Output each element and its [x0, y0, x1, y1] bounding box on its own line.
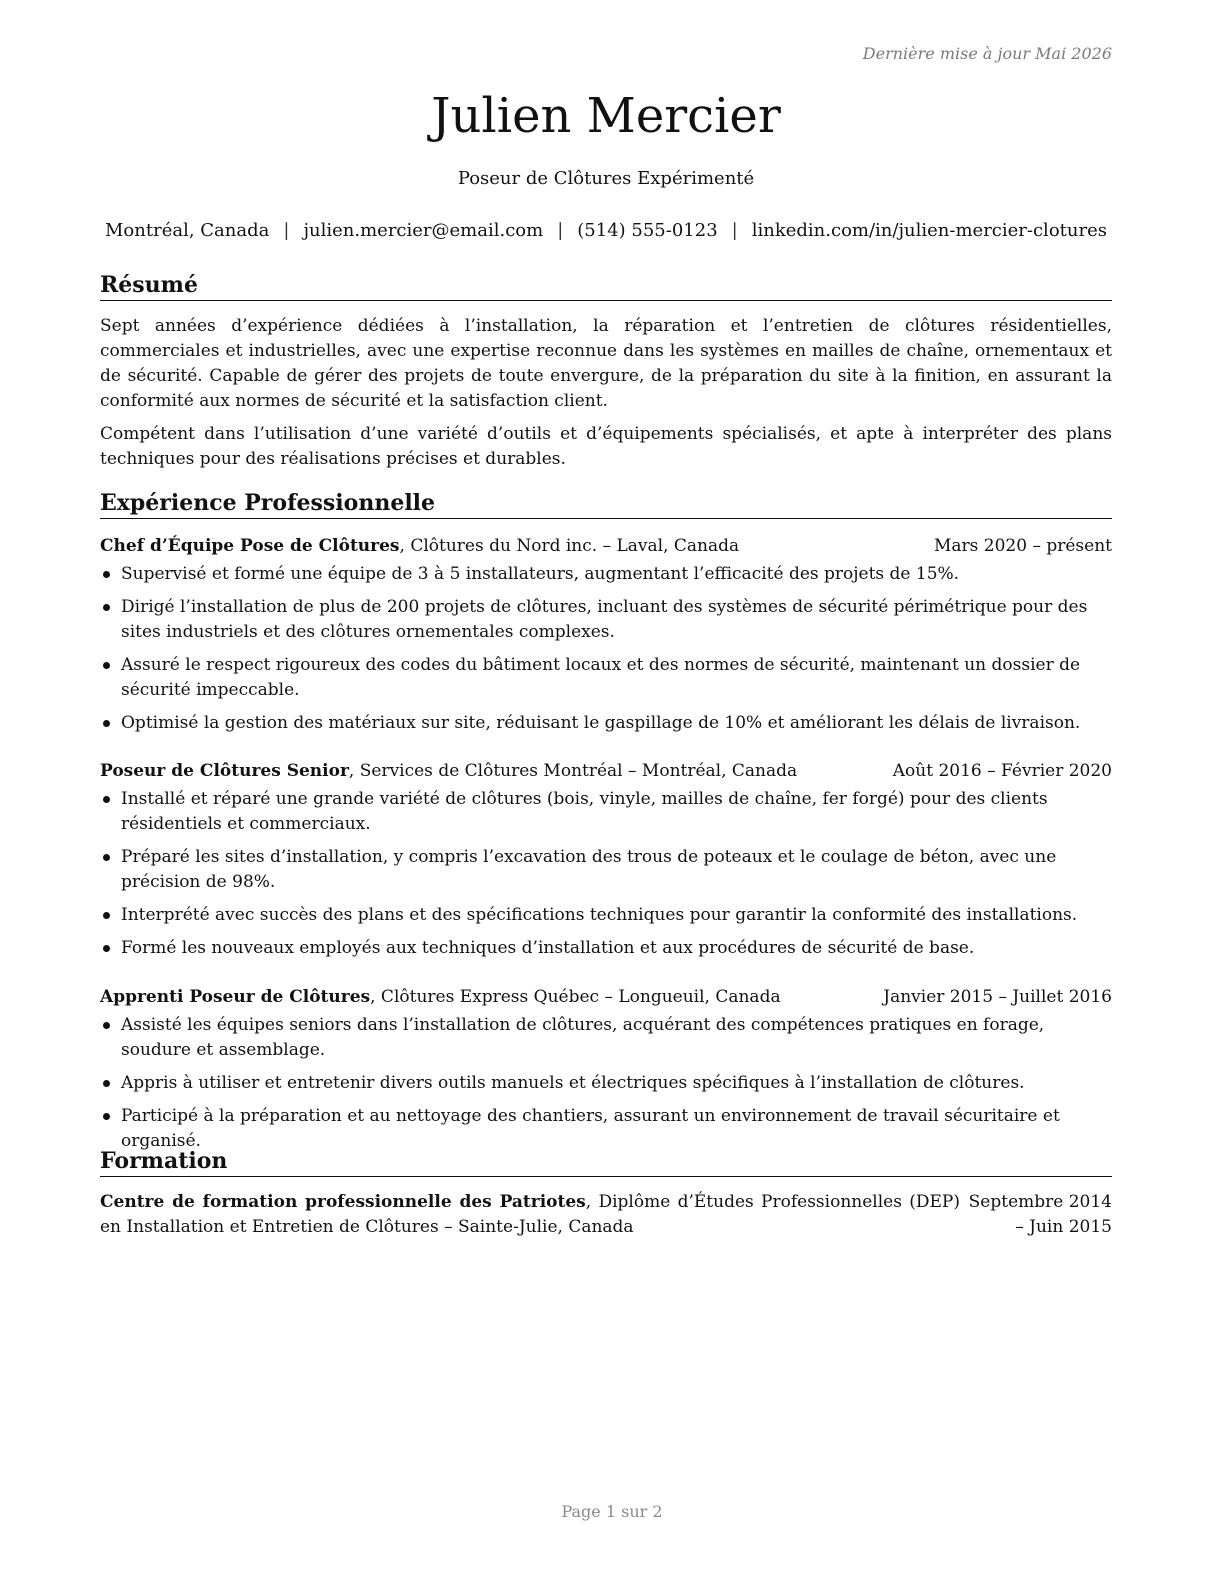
job-title-line: [100, 759, 893, 783]
education-dates: Septembre 2014 – Juin 2015: [968, 1192, 1112, 1237]
bullet-text: Participé à la préparation et au nettoyage des chantiers, assurant un environnement de travail sécuritaire et organisé.: [121, 1106, 1060, 1151]
contact-separator: |: [283, 220, 290, 241]
bullet-icon: [103, 1113, 110, 1120]
contact-location: Montréal, Canada: [105, 220, 270, 241]
list-item: [100, 1104, 1112, 1154]
resume-page: [100, 0, 1112, 1584]
job-company: , Clôtures du Nord inc. – Laval, Canada: [399, 536, 740, 556]
education-entry: [100, 1190, 1112, 1240]
page-number: Page 1 sur 2: [561, 1502, 663, 1521]
bullet-icon: [103, 571, 110, 578]
list-item: [100, 1071, 1112, 1096]
contact-email[interactable]: julien.mercier@email.com: [303, 220, 544, 241]
contact-phone[interactable]: (514) 555-0123: [577, 220, 718, 241]
job-dates: Août 2016 – Février 2020: [892, 761, 1112, 781]
list-item: [100, 903, 1112, 928]
section-title-experience: Expérience Professionnelle: [100, 490, 1112, 519]
bullet-icon: [103, 1080, 110, 1087]
bullet-icon: [103, 1022, 110, 1029]
summary-paragraph: Sept années d’expérience dédiées à l’installation, la réparation et l’entretien de clôtures résidentielles, commerciales et industrielles, avec une expertise reconnue dans les systèmes en mailles de chaîne, ornementaux et de sécurité. Capable de gérer des projets de toute envergure, de la préparation du site à la finition, en assurant la conformité aux normes de sécurité et la satisfaction client.: [100, 316, 1112, 411]
bullet-text: Installé et réparé une grande variété de clôtures (bois, vinyle, mailles de chaîne, fer forgé) pour des clients résidentiels et commerciaux.: [121, 789, 1048, 834]
job-position: Poseur de Clôtures Senior: [100, 761, 349, 781]
bullet-text: Assisté les équipes seniors dans l’installation de clôtures, acquérant des compétences pratiques en forage, soudure et assemblage.: [121, 1015, 1045, 1060]
bullet-text: Préparé les sites d’installation, y compris l’excavation des trous de poteaux et le coulage de béton, avec une précision de 98%.: [121, 847, 1057, 892]
job-entry: [100, 759, 1112, 969]
bullet-text: Optimisé la gestion des matériaux sur site, réduisant le gaspillage de 10% et améliorant les délais de livraison.: [121, 713, 1081, 733]
education-details: , Diplôme d’Études Professionnelles (DEP) en Installation et Entretien de Clôtures – Sainte-Julie, Canada: [100, 1192, 960, 1237]
list-item: [100, 936, 1112, 961]
candidate-name: Julien Mercier: [431, 88, 781, 144]
bullet-text: Formé les nouveaux employés aux techniques d’installation et aux procédures de sécurité de base.: [121, 938, 975, 958]
bullet-text: Assuré le respect rigoureux des codes du bâtiment locaux et des normes de sécurité, maintenant un dossier de sécurité impeccable.: [121, 655, 1081, 700]
list-item: [100, 787, 1112, 837]
job-position: Chef d’Équipe Pose de Clôtures: [100, 536, 400, 556]
job-header: [100, 534, 1112, 558]
last-updated: Dernière mise à jour Mai 2026: [862, 44, 1112, 63]
job-bullets: [100, 562, 1112, 736]
bullet-text: Dirigé l’installation de plus de 200 projets de clôtures, incluant des systèmes de sécurité périmétrique pour des sites industriels et des clôtures ornementales complexes.: [121, 597, 1088, 642]
job-entry: [100, 534, 1112, 744]
job-entry: [100, 985, 1112, 1162]
bullet-icon: [103, 796, 110, 803]
bullet-icon: [103, 604, 110, 611]
candidate-role: Poseur de Clôtures Expérimenté: [457, 168, 755, 189]
job-dates: Mars 2020 – présent: [933, 536, 1112, 556]
job-title-line: [100, 985, 883, 1009]
summary-section: [100, 314, 1112, 480]
list-item: [100, 1013, 1112, 1063]
list-item: [100, 562, 1112, 587]
bullet-icon: [103, 854, 110, 861]
contact-linkedin[interactable]: linkedin.com/in/julien-mercier-clotures: [751, 220, 1107, 241]
list-item: [100, 845, 1112, 895]
bullet-icon: [103, 720, 110, 727]
job-bullets: [100, 787, 1112, 961]
section-title-education: Formation: [100, 1148, 1112, 1177]
contact-separator: |: [731, 220, 738, 241]
bullet-text: Supervisé et formé une équipe de 3 à 5 installateurs, augmentant l’efficacité des projets de 15%.: [121, 564, 960, 584]
bullet-text: Interprété avec succès des plans et des spécifications techniques pour garantir la conformité des installations.: [121, 905, 1078, 925]
education-school: Centre de formation professionnelle des Patriotes: [100, 1192, 586, 1212]
bullet-icon: [103, 662, 110, 669]
job-company: , Clôtures Express Québec – Longueuil, Canada: [370, 987, 781, 1007]
job-header: [100, 985, 1112, 1009]
job-dates: Janvier 2015 – Juillet 2016: [883, 987, 1112, 1007]
education-description: [100, 1190, 960, 1240]
contact-line: [100, 220, 1112, 242]
section-title-summary: Résumé: [100, 272, 1112, 301]
bullet-icon: [103, 912, 110, 919]
job-position: Apprenti Poseur de Clôtures: [100, 987, 371, 1007]
list-item: [100, 595, 1112, 645]
job-bullets: [100, 1013, 1112, 1154]
bullet-icon: [103, 945, 110, 952]
list-item: [100, 711, 1112, 736]
bullet-text: Appris à utiliser et entretenir divers outils manuels et électriques spécifiques à l’installation de clôtures.: [121, 1073, 1025, 1093]
contact-separator: |: [557, 220, 564, 241]
list-item: [100, 653, 1112, 703]
job-company: , Services de Clôtures Montréal – Montréal, Canada: [348, 761, 798, 781]
job-title-line: [100, 534, 934, 558]
summary-paragraph: Compétent dans l’utilisation d’une variété d’outils et d’équipements spécialisés, et apte à interpréter des plans techniques pour des réalisations précises et durables.: [100, 424, 1112, 469]
job-header: [100, 759, 1112, 783]
